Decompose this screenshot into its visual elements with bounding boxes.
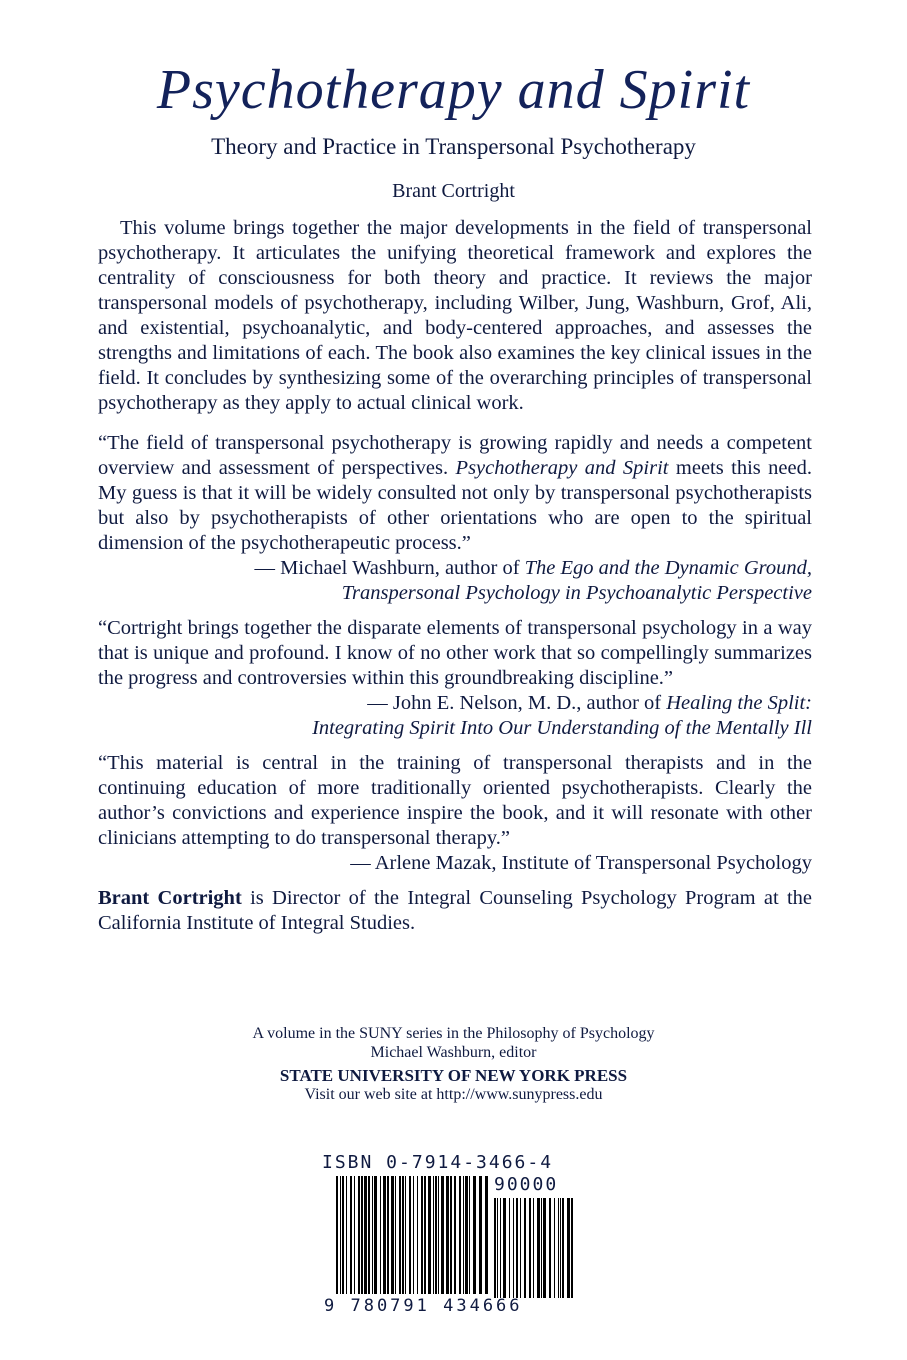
addon-bar [567, 1198, 570, 1298]
quote-1-works-line1: The Ego and the Dynamic Ground, [524, 557, 812, 579]
barcode-bar [361, 1176, 363, 1294]
barcode-bar [350, 1176, 352, 1294]
barcode-bar [399, 1176, 401, 1294]
addon-bar [516, 1198, 518, 1298]
price-code: 90000 [494, 1174, 559, 1195]
publisher-footer [0, 1024, 907, 1104]
addon-bar [537, 1198, 540, 1298]
addon-bar [509, 1198, 510, 1298]
quote-1-text-b: meets this need. My guess is that it will be widely consulted not only by transpersonal psychotherapists but also by psychotherapists of other orientations who are open to the spiritual dimension of the psychotherapeutic process.” [98, 457, 812, 554]
quote-2-works-line2: Integrating Spirit Into Our Understanding of the Mentally Ill [312, 717, 812, 739]
quote-1-book-title: Psychotherapy and Spirit [455, 457, 669, 479]
barcode-bar [402, 1176, 404, 1294]
barcode-bar [469, 1176, 470, 1294]
book-subtitle: Theory and Practice in Transpersonal Psychotherapy [211, 134, 696, 159]
addon-bar [503, 1198, 506, 1298]
barcode-bar [383, 1176, 386, 1294]
barcode-bar [387, 1176, 389, 1294]
publisher-name: STATE UNIVERSITY OF NEW YORK PRESS [279, 1066, 628, 1085]
addon-bar [533, 1198, 534, 1298]
barcode-bar [358, 1176, 360, 1294]
quote-1-text-a: “The field of transpersonal psychotherapy is growing rapidly and needs a competent overview and assessment of perspectives. [98, 432, 812, 479]
addon-bar [571, 1198, 573, 1298]
addon-bar [554, 1198, 555, 1298]
barcode-bar [372, 1176, 373, 1294]
barcode-bar [342, 1176, 344, 1294]
barcode-bar [405, 1176, 406, 1294]
author-bio-text: is Director of the Integral Counseling Psychology Program at the California Institute of Integral Studies. [98, 887, 812, 934]
addon-bar [529, 1198, 531, 1298]
barcode-bar [450, 1176, 452, 1294]
quote-1-works-line2: Transpersonal Psychology in Psychoanalytic Perspective [341, 582, 812, 604]
barcode-bar [391, 1176, 394, 1294]
quote-2-attribution [98, 691, 812, 741]
addon-bar [541, 1198, 542, 1298]
addon-bar [543, 1198, 546, 1298]
barcode-block [322, 1152, 584, 1324]
book-title: Psychotherapy and Spirit [156, 59, 751, 121]
barcode-bar [346, 1176, 347, 1294]
author-bio-name: Brant Cortright [98, 887, 242, 909]
addon-bar [513, 1198, 514, 1298]
barcode-bar [424, 1176, 426, 1294]
barcode-bar [336, 1176, 338, 1294]
addon-bar [560, 1198, 561, 1298]
addon-bar [562, 1198, 564, 1298]
addon-bar [497, 1198, 498, 1298]
book-author: Brant Cortright [392, 180, 515, 202]
ean-number: 9 780791 434666 [324, 1296, 523, 1316]
barcode-bar [368, 1176, 370, 1294]
addon-bar [524, 1198, 526, 1298]
series-line: A volume in the SUNY series in the Philosophy of Psychology [252, 1025, 655, 1042]
barcode-bar [428, 1176, 431, 1294]
isbn-label: ISBN 0-7914-3466-4 [322, 1152, 554, 1173]
addon-bar [549, 1198, 551, 1298]
barcode-bar [421, 1176, 423, 1294]
barcode-bar [364, 1176, 367, 1294]
barcode-bar [463, 1176, 464, 1294]
barcode-bar [354, 1176, 355, 1294]
barcode-bar [374, 1176, 377, 1294]
quote-1-attribution-prefix: — Michael Washburn, author of [254, 557, 525, 579]
barcode-bar [465, 1176, 468, 1294]
barcode-bar [459, 1176, 461, 1294]
quote-1 [98, 431, 812, 556]
back-cover-text [98, 216, 812, 936]
addon-bar [558, 1198, 559, 1298]
series-editor: Michael Washburn, editor [370, 1044, 537, 1061]
barcode-bar [413, 1176, 414, 1294]
addon-bar [494, 1198, 496, 1298]
barcode-bar [433, 1176, 434, 1294]
quote-3-attribution: — Arlene Mazak, Institute of Transpersonal Psychology [350, 852, 812, 874]
barcode-bar [380, 1176, 381, 1294]
quote-2-works-line1: Healing the Split: [666, 692, 812, 714]
addon-bar [500, 1198, 501, 1298]
barcode-bar [479, 1176, 482, 1294]
quote-3: “This material is central in the training of transpersonal therapists and in the continuing education of more traditionally oriented psychotherapists. Clearly the author’s convictions and experience inspire the book, and it will resonate with other clinicians attempting to do transpersonal therapy.” [98, 752, 812, 849]
barcode-bar [409, 1176, 411, 1294]
addon-bar [520, 1198, 521, 1298]
barcode-bar [340, 1176, 341, 1294]
quote-1-attribution [98, 556, 812, 606]
quote-2-attribution-prefix: — John E. Nelson, M. D., author of [367, 692, 667, 714]
barcode-bar [438, 1176, 439, 1294]
quote-2: “Cortright brings together the disparate elements of transpersonal psychology in a way that is unique and profound. I know of no other work that so compellingly summarizes the progress and controversies within this groundbreaking discipline.” [98, 617, 812, 689]
barcode-bar [454, 1176, 456, 1294]
description-paragraph: This volume brings together the major developments in the field of transpersonal psychotherapy. It articulates the unifying theoretical framework and explores the centrality of consciousness for both theory and practice. It reviews the major transpersonal models of psychotherapy, including Wilber, Jung, Washburn, Grof, Ali, and existential, psychoanalytic, and body-centered approaches, and assesses the strengths and limitations of each. The book also examines the key clinical issues in the field. It concludes by synthesizing some of the overarching principles of transpersonal psychotherapy as they apply to actual clinical work. [98, 217, 812, 414]
barcode-bar [417, 1176, 418, 1294]
barcode-bar [473, 1176, 476, 1294]
publisher-website: Visit our web site at http://www.sunypress.edu [304, 1086, 603, 1103]
barcode-bar [441, 1176, 444, 1294]
barcode-bar [485, 1176, 488, 1294]
barcode-graphic [336, 1176, 576, 1298]
barcode-bar [446, 1176, 449, 1294]
barcode-bar [395, 1176, 396, 1294]
author-bio [98, 886, 812, 936]
barcode-bar [435, 1176, 437, 1294]
